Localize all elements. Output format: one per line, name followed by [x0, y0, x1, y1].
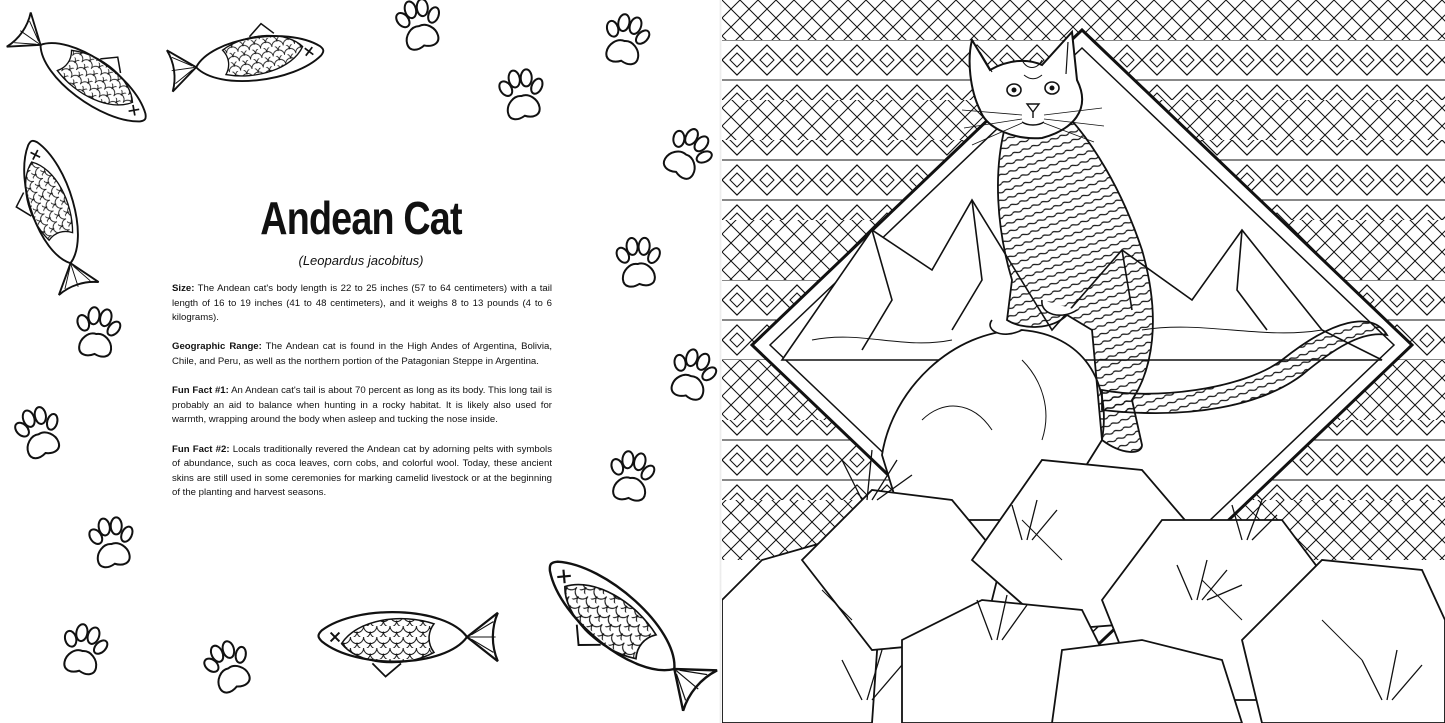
fact-text: Locals traditionally revered the Andean cat by adorning pelts with symbols of abundance, such as coca leaves, corn cobs, and colorful wool. Today, these ancient skins are still used in some ceremonies for marking camelid livestock or at the beginning of the planting and harvest seasons. [172, 443, 552, 499]
fun-fact-1-paragraph [172, 384, 552, 428]
fact-text: The Andean cat is found in the High Andes of Argentina, Bolivia, Chile, and Peru, as well as the northern portion of the Patagonian Steppe in Argentina. [172, 341, 552, 367]
fact-label: Geographic Range: [172, 341, 262, 353]
fact-text-block [172, 282, 552, 516]
paw-print-icon [613, 235, 665, 288]
fact-text: An Andean cat's tail is about 70 percent as long as its body. This long tail is probably an aid to balance when hunting in a rocky habitat. It is likely also used for warmth, wrapping around the body when asleep and tucking the nose inside. [172, 385, 552, 426]
fish-icon [6, 2, 165, 136]
andean-cat-illustration [722, 0, 1445, 723]
geographic-range-paragraph [172, 340, 552, 369]
paw-print-icon [57, 621, 113, 677]
paw-print-icon [495, 66, 551, 122]
paw-print-icon [391, 0, 450, 53]
paw-print-icon [606, 450, 658, 503]
fish-icon [165, 16, 326, 93]
scientific-name: (Leopardus jacobitus) [298, 253, 424, 268]
size-paragraph [172, 282, 552, 326]
paw-print-icon [9, 401, 71, 463]
fish-icon [522, 544, 717, 723]
paw-print-icon [664, 345, 722, 404]
fact-label: Size: [172, 283, 195, 294]
fact-label: Fun Fact #1: [172, 385, 229, 397]
fact-text: The Andean cat's body length is 22 to 25 inches (57 to 64 centimeters) with a tail length of 16 to 19 inches (41 to 48 centimeters), and it weighs 8 to 13 pounds (4 to 6 kilograms). [172, 283, 552, 324]
paw-print-icon [656, 120, 722, 186]
paw-print-icon [197, 634, 261, 698]
paw-print-icon [85, 514, 141, 570]
fact-label: Fun Fact #2: [172, 443, 230, 455]
fish-icon [0, 135, 99, 299]
fun-fact-2-paragraph [172, 443, 552, 501]
page-title: Andean Cat [260, 192, 462, 244]
fish-icon [319, 612, 498, 676]
right-page [722, 0, 1445, 723]
paw-print-icon [72, 306, 124, 359]
paw-print-icon [599, 11, 655, 67]
left-page [0, 0, 722, 723]
